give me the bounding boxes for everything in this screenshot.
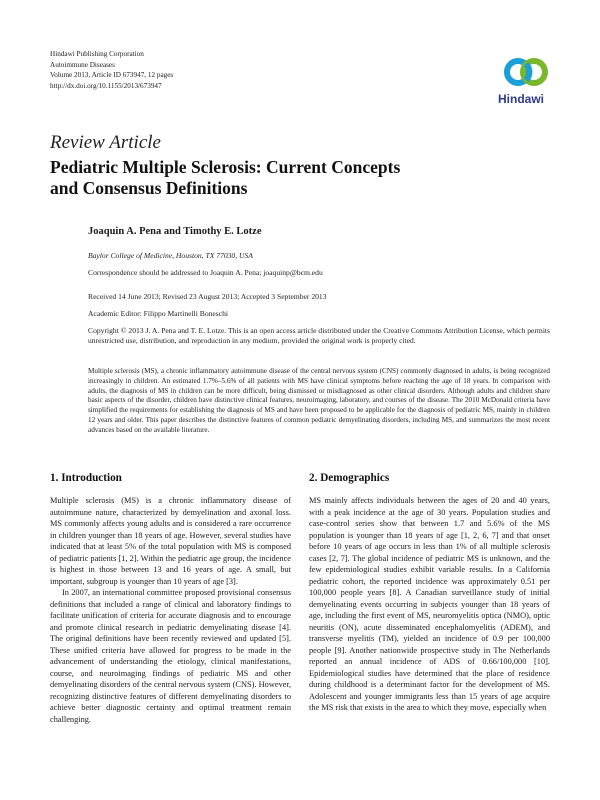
introduction-paragraph-1: Multiple sclerosis (MS) is a chronic inflammatory disease of autoimmune nature, characterized by demyelination and axonal loss. MS commonly affects young adults and is considered a rare occurrence in children younger than 18 years of age. However, several studies have indicated that at least 5% of the total population with MS is composed of pediatric patients [1, 2]. Within the pediatric age group, the incidence is highest in those between 13 and 16 years of age. A small, but important, subgroup is younger than 10 years of age [3]. [50, 496, 291, 586]
article-title: Pediatric Multiple Sclerosis: Current Concepts and Consensus Definitions [50, 157, 401, 198]
article-dates: Received 14 June 2013; Revised 23 August 2013; Accepted 3 September 2013 [88, 292, 327, 301]
abstract: Multiple sclerosis (MS), a chronic inflammatory autoimmune disease of the central nervous system (CNS) commonly diagnosed in adults, is being recognized increasingly in children. An estimated 1.7%–5.6% of all patients with MS have clinical symptoms before reaching the age of 18 years. In comparison with adults, the diagnosis of MS in children can be more difficult, being dismissed or misdiagnosed as other clinical disorders. Although adults and children share basic aspects of the disorder, children have distinctive clinical features, neuroimaging, laboratory, and courses of the disease. The 2010 McDonald criteria have simplified the requirements for establishing the diagnosis of MS and have been proposed to be applicable for the diagnosis of pediatric MS, mainly in children 12 years and older. This paper describes the distinctive features of common pediatric demyelinating disorders, including MS, and summarizes the most recent advances based on the available literature. [88, 367, 550, 434]
article-type: Review Article [50, 132, 161, 153]
copyright-notice: Copyright © 2013 J. A. Pena and T. E. Lotze. This is an open access article distributed under the Creative Commons Attribution License, which permits unrestricted use, distribution, and reproduction in any medium, provided the original work is properly cited. [88, 326, 550, 346]
demographics-paragraph-1: MS mainly affects individuals between the ages of 20 and 40 years, with a peak incidence at the age of 30 years. Population studies and case-control series show that between 1.7 and 5.6% of the MS population is younger than 18 years of age [1, 2, 6, 7] and that onset before 10 years of age occurs in less than 1% of all multiple sclerosis cases [2, 7]. The global incidence of pediatric MS is unknown, and the few epidemiological studies exhibit variable results. In a California pediatric cohort, the reported incidence was approximately 0.51 per 100,000 people years [8]. A Canadian surveillance study of initial demyelinating events occurring in subjects younger than 18 years of age, including the first event of MS, neuromyelitis optica (NMO), optic neuritis (ON), acute disseminated encephalomyelitis (ADEM), and transverse myelitis (TM), yielded an incidence of 0.9 per 100,000 people [9]. Another nationwide prospective study in The Netherlands reported an annual incidence of ADS of 0.66/100,000 [10]. Epidemiological studies have determined that the place of residence during childhood is a determinant factor for the development of MS. Adolescent and younger immigrants less than 15 years of age acquire the MS risk that exists in the area to which they move, especially when [309, 496, 550, 712]
affiliation: Baylor College of Medicine, Houston, TX 77030, USA [88, 251, 253, 260]
journal-name: Autoimmune Diseases [50, 60, 115, 69]
volume-info: Volume 2013, Article ID 673947, 12 pages [50, 71, 174, 80]
authors: Joaquin A. Pena and Timothy E. Lotze [88, 226, 262, 237]
column-left [50, 472, 291, 725]
column-right [309, 472, 550, 714]
publisher-name: Hindawi Publishing Corporation [50, 50, 144, 58]
section-heading-introduction: 1. Introduction [50, 472, 122, 484]
academic-editor: Academic Editor: Filippo Martinelli Boneschi [88, 309, 229, 318]
introduction-paragraph-2: In 2007, an international committee proposed provisional consensus definitions that included a range of clinical and laboratory findings to facilitate unification of criteria for accurate diagnosis and to encourage and promote clinical research in pediatric demyelinating disease [4]. The original definitions have been recently reviewed and updated [5]. These unified criteria have allowed for progress to be made in the advancement of understanding the etiology, clinical manifestations, course, and neuroimaging findings of pediatric MS and other demyelinating disorders of the central nervous system (CNS). However, recognizing distinctive features of different demyelinating disorders to achieve better diagnostic certainty and optimal treatment remain challenging. [50, 588, 291, 724]
doi-link[interactable]: http://dx.doi.org/10.1155/2013/673947 [50, 81, 162, 90]
hindawi-logo-text: Hindawi [498, 92, 545, 106]
correspondence: Correspondence should be addressed to Joaquin A. Pena; joaquinp@bcm.edu [88, 268, 323, 277]
publication-info [50, 49, 173, 91]
section-heading-demographics: 2. Demographics [309, 472, 390, 484]
